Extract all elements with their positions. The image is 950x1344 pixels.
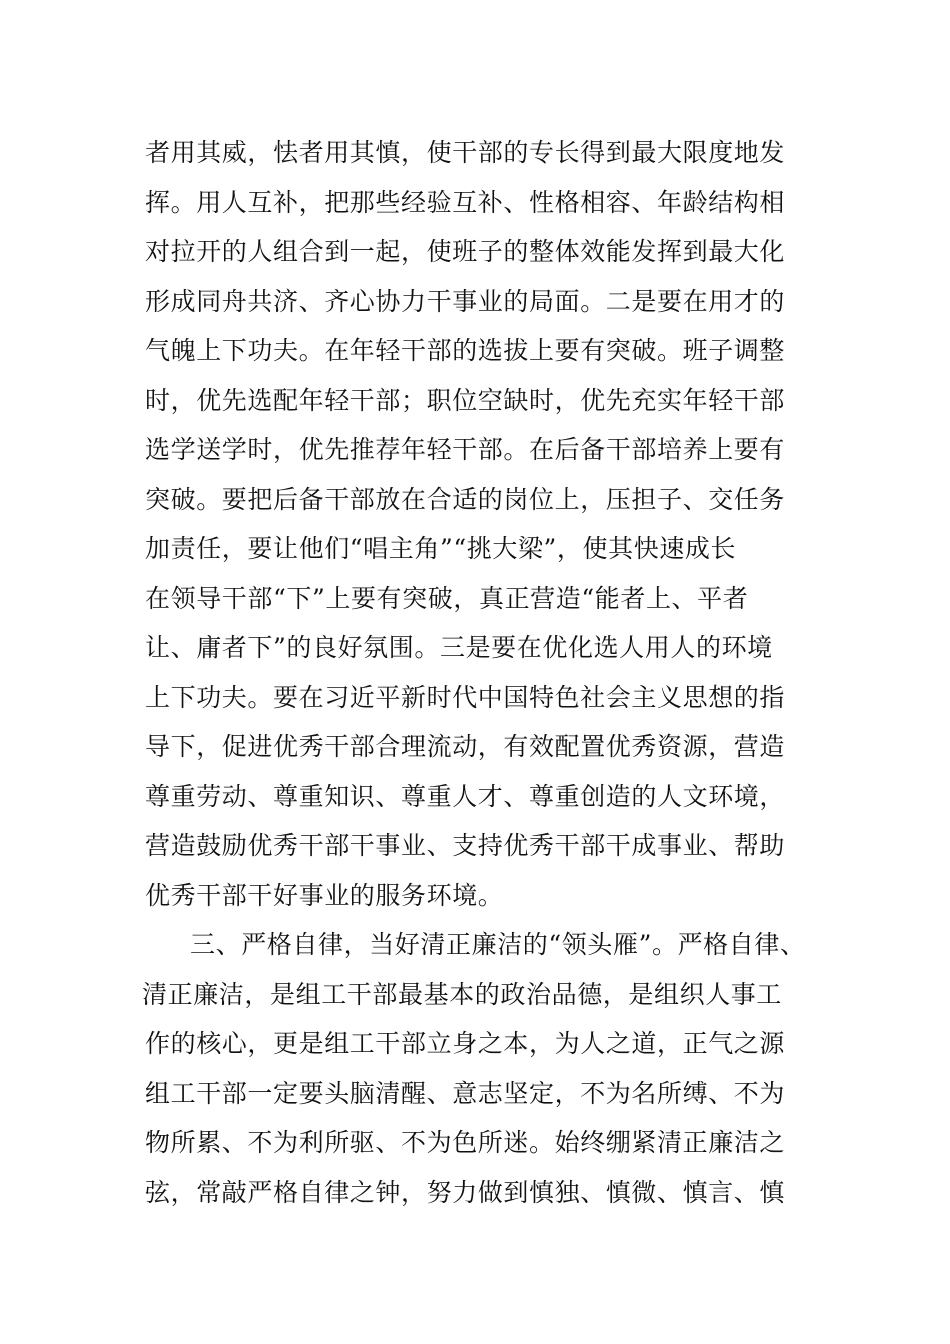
text-line: 让、庸者下”的良好氛围。三是要在优化选人用人的环境 xyxy=(145,633,773,662)
text-line: 上下功夫。要在习近平新时代中国特色社会主义思想的指 xyxy=(145,682,786,712)
text-line: 导下，促进优秀干部合理流动，有效配置优秀资源，营造 xyxy=(145,732,786,761)
text-line: 选学送学时，优先推荐年轻干部。在后备干部培养上要有 xyxy=(145,435,786,464)
text-line: 弦，常敲严格自律之钟，努力做到慎独、慎微、慎言、慎 xyxy=(145,1177,786,1207)
section-heading-line: 三、严格自律，当好清正廉洁的“领头雁”。严格自律、 xyxy=(190,930,806,959)
text-line: 尊重劳动、尊重知识、尊重人才、尊重创造的人文环境， xyxy=(145,781,786,811)
text-line: 在领导干部“下”上要有突破，真正营造“能者上、平者 xyxy=(145,583,749,613)
text-line: 组工干部一定要头脑清醒、意志坚定，不为名所缚、不为 xyxy=(145,1078,786,1108)
text-line: 对拉开的人组合到一起，使班子的整体效能发挥到最大化 xyxy=(145,237,786,266)
text-line: 气魄上下功夫。在年轻干部的选拔上要有突破。班子调整 xyxy=(145,336,786,365)
text-line: 作的核心，更是组工干部立身之本，为人之道，正气之源 xyxy=(145,1029,786,1058)
text-line: 形成同舟共济、齐心协力干事业的局面。二是要在用才的 xyxy=(145,286,786,316)
text-line: 营造鼓励优秀干部干事业、支持优秀干部干成事业、帮助 xyxy=(145,831,786,860)
text-line: 加责任，要让他们“唱主角”“挑大梁”，使其快速成长 xyxy=(145,534,737,563)
text-line: 优秀干部干好事业的服务环境。 xyxy=(145,880,504,910)
text-line: 物所累、不为利所驱、不为色所迷。始终绷紧清正廉洁之 xyxy=(145,1128,786,1157)
document-body xyxy=(142,128,825,1217)
text-line: 挥。用人互补，把那些经验互补、性格相容、年龄结构相 xyxy=(145,187,786,217)
text-line: 时，优先选配年轻干部；职位空缺时，优先充实年轻干部 xyxy=(145,385,786,415)
text-line: 者用其威，怯者用其慎，使干部的专长得到最大限度地发 xyxy=(145,138,786,167)
text-line: 突破。要把后备干部放在合适的岗位上，压担子、交任务 xyxy=(145,484,786,514)
text-line: 清正廉洁，是组工干部最基本的政治品德，是组织人事工 xyxy=(142,979,783,1009)
